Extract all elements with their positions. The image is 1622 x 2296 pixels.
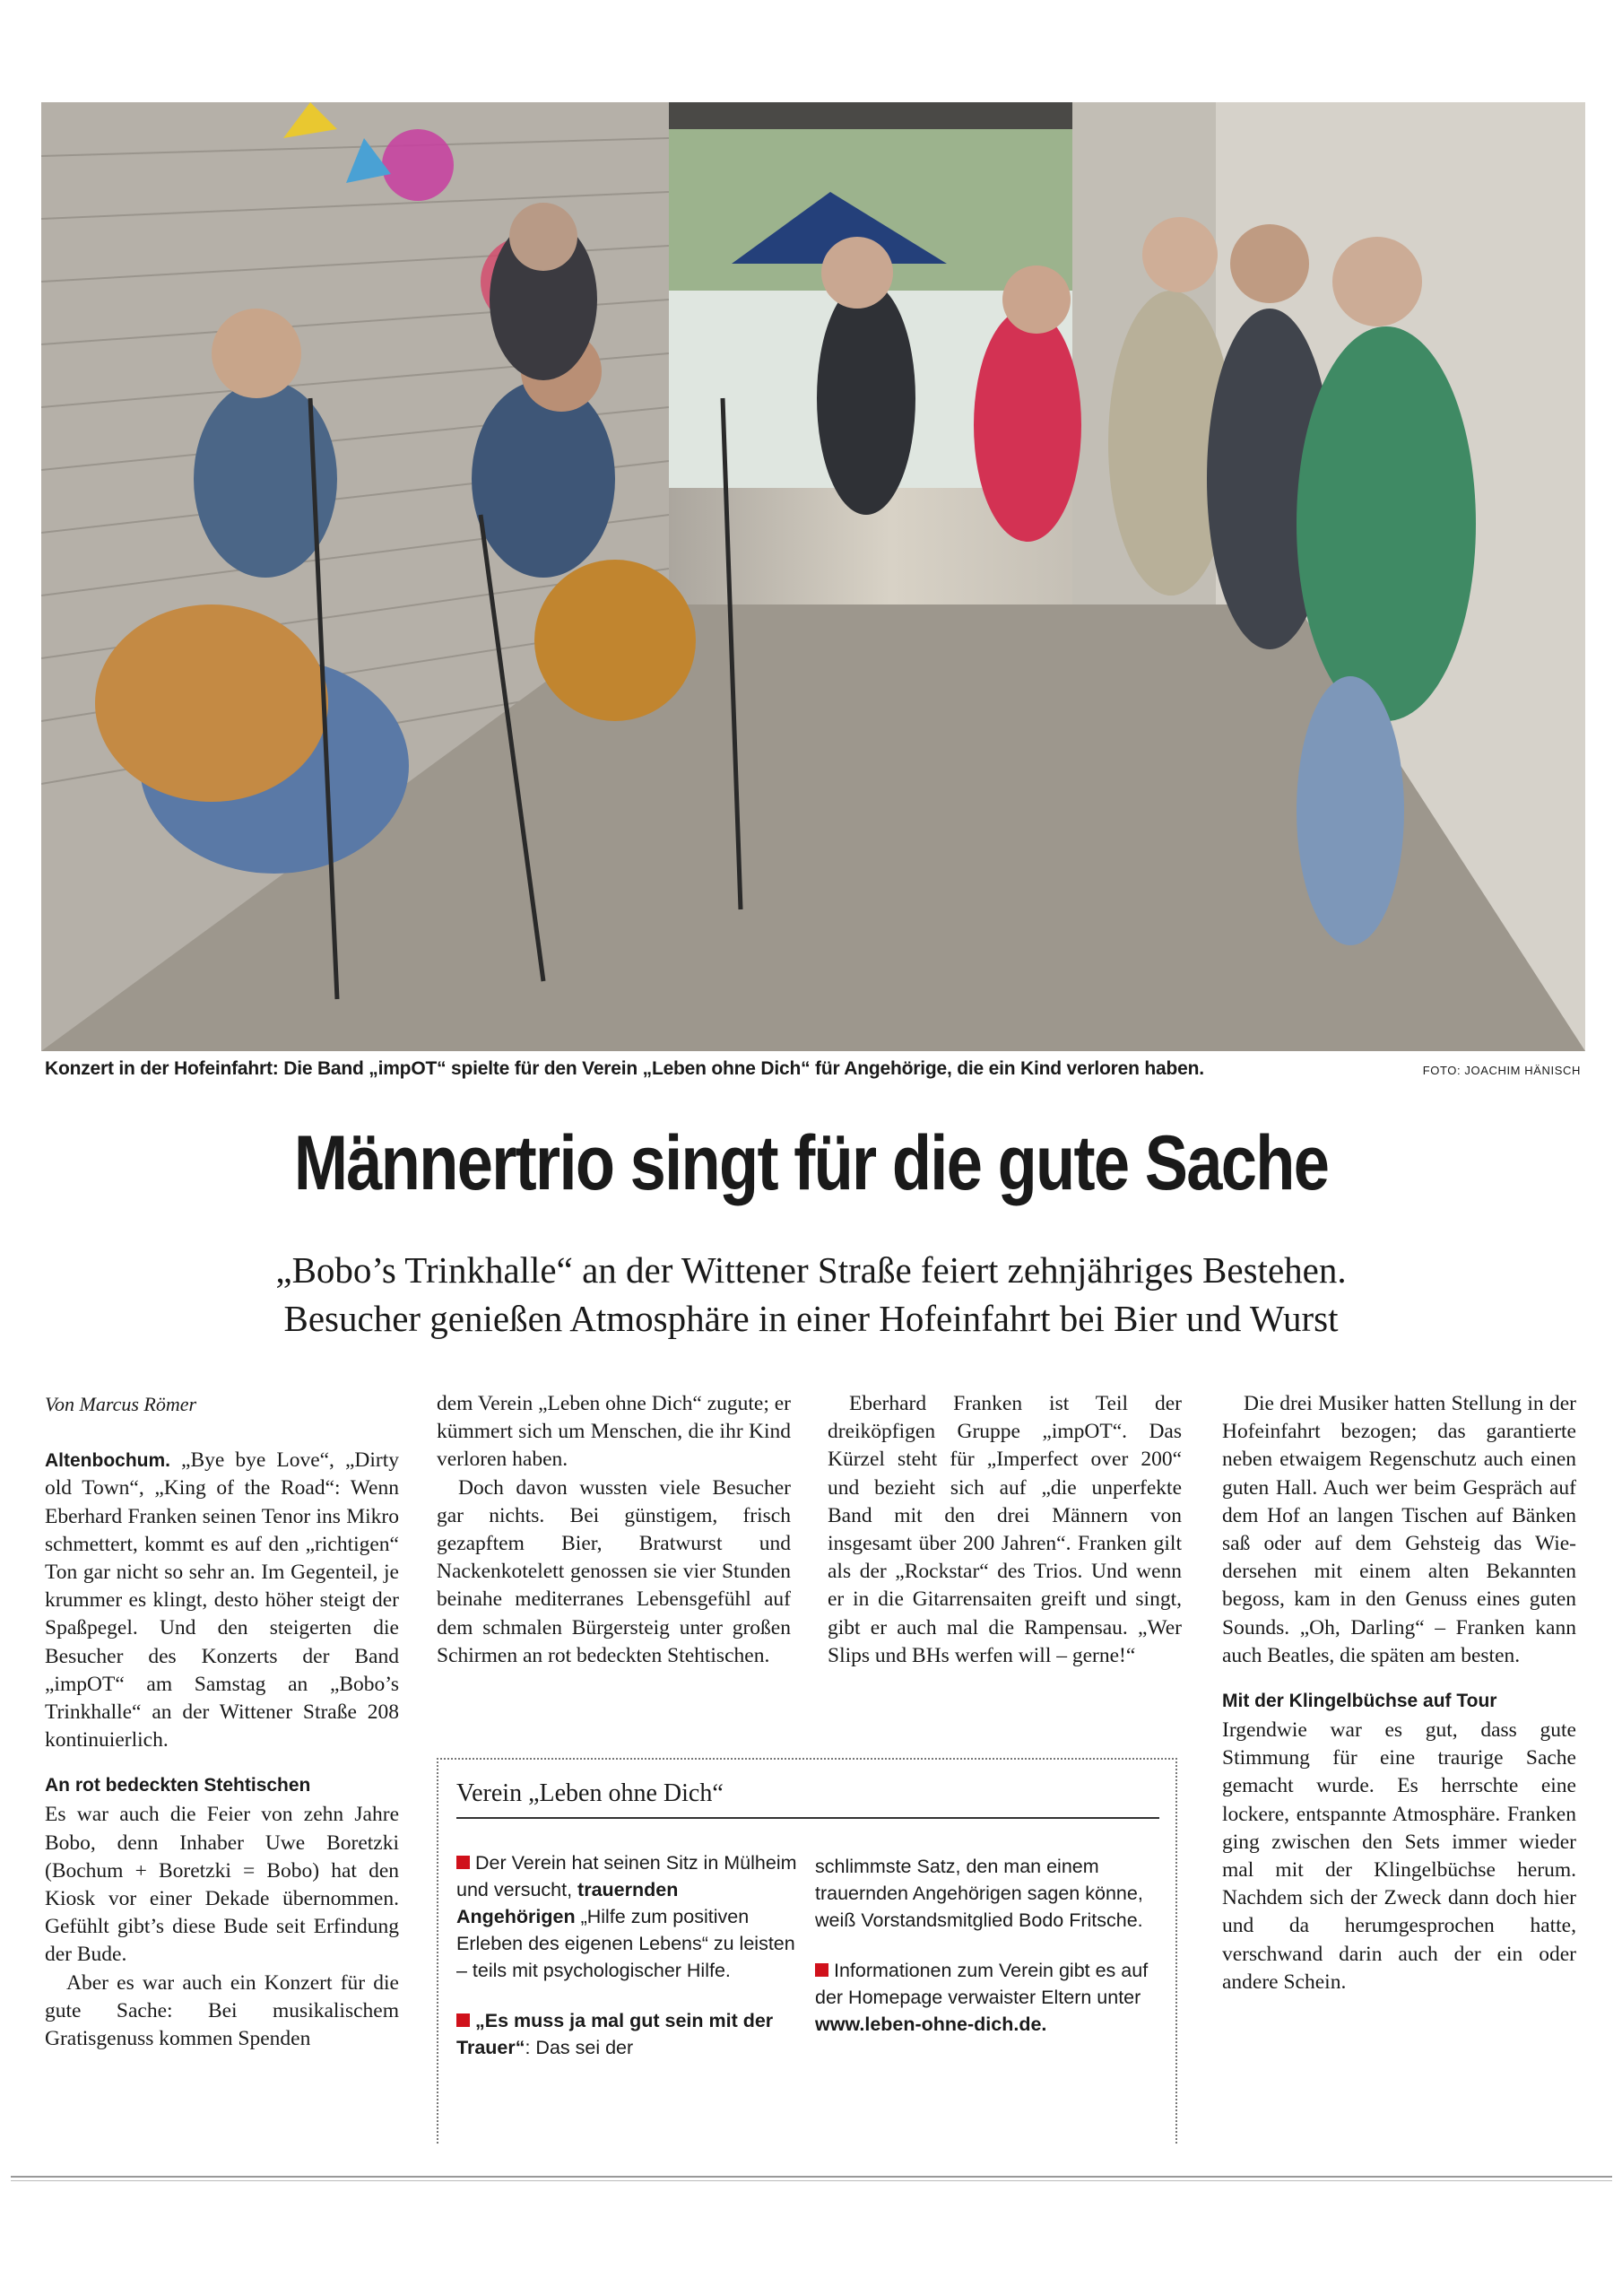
info-item [815, 1957, 1158, 2038]
info-box-title: Verein „Leben ohne Dich“ [456, 1779, 1159, 1819]
subheading: Mit der Klingelbüchse auf Tour [1222, 1691, 1497, 1712]
info-box-column-2 [815, 1853, 1158, 2061]
article-paragraph [45, 1447, 399, 1754]
paragraph-text: „Bye bye Love“, „Dirty old Town“, „King of the Road“: Wenn Eberhard Franken seinen Tenor ins Mikro schmettert, kommt es auf den „richtigen“ Ton gar nicht so sehr an. Im Gegenteil, je krummer es klingt, desto höher steigt der Spaßpegel. Und den steigerten die Besucher des Konzerts der Band „impOT“ am Samstag an „Bobo’s Trinkhalle“ an der Wittener Straße 208 kontinuierlich. [45, 1448, 399, 1752]
info-box [437, 1758, 1177, 2144]
article-paragraph: Die drei Musiker hatten Stellung in der Hofeinfahrt bezogen; das garantierte neben etwaigem Regenschutz auch einen guten Hall. Auch wer beim Gespräch auf dem Hof an langen Tischen auf Bänken saß oder auf dem Gehsteig das Wiedersehen mit einem alten Bekannten begoss, kam in den Genuss eines guten Sounds. „Oh, Darling“ – Franken kann auch Beatles, die späten am besten. [1222, 1392, 1576, 1667]
info-text-bold: trauernden Angehörigen [456, 1879, 679, 1927]
article-column-2 [437, 1390, 791, 1670]
red-square-bullet-icon [456, 2013, 470, 2027]
info-item: schlimmste Satz, den man einem trauernden Angehörigen sagen könne, weiß Vorstandsmitglied Bodo Fritsche. [815, 1856, 1143, 1931]
info-text: Der Verein hat seinen Sitz in Mülheim und versucht, [456, 1852, 797, 1900]
subheadline-line-1: „Bobo’s Trinkhalle“ an der Wittener Straße feiert zehnjähriges Bestehen. [275, 1249, 1347, 1291]
photo-caption: Konzert in der Hofeinfahrt: Die Band „impOT“ spielte für den Verein „Leben ohne Dich“ für Angehörige, die ein Kind verloren haben. [45, 1058, 1204, 1079]
article-paragraph: Irgendwie war es gut, dass gute Stimmung für eine traurige Sache gemacht wurde. Es herrschte eine lockere, entspannte Atmosphäre. Franken ging zwischen den Sets immer wieder mal mit der Klingelbüchse herum. Nachdem sich der Zweck dann doch hier und da herumgesprochen hatte, verschwand darin auch der ein oder andere Schein. [1222, 1718, 1576, 1994]
info-item [456, 1849, 799, 1984]
article-paragraph: Eberhard Franken ist Teil der dreiköpfigen Gruppe „impOT“. Das Kürzel steht für „Imperfect over 200“ und bezieht sich auf „die unperfekte Band mit den drei Männern von insgesamt über 200 Jahren“. Franken gilt als der „Rockstar“ des Trios. Und wenn er in die Gitarrensaiten greift und singt, gibt er auch mal die Rampensau. „Wer Slips und BHs werfen will – gerne!“ [828, 1392, 1182, 1667]
info-text: Informationen zum Verein gibt es auf der Homepage verwaister Eltern unter [815, 1960, 1149, 2008]
info-box-column-1 [456, 1849, 799, 2084]
page-bottom-rule-thin [11, 2180, 1612, 2181]
article-paragraph: Es war auch die Feier von zehn Jahre Bobo, denn Inhaber Uwe Boretzki (Bochum + Boretzki = Bobo) hat den Kiosk vor einer Dekade übernommen. Gefühlt gibt’s diese Bude seit Erfindung der Bude. [45, 1803, 399, 1967]
article-paragraph: Aber es war auch ein Konzert für die gute Sache: Bei musikalischem Gratisgenuss kommen Spenden [45, 1970, 399, 2051]
concert-photo [41, 102, 1585, 1051]
article-paragraph: Doch davon wussten viele Besucher gar nichts. Bei günstigem, frisch gezapftem Bier, Bratwurst und Nackenkotelett genossen sie vier Stunden beinahe mediterranes Lebensgefühl auf dem schmalen Bürgersteig unter großen Schirmen an rot bedeckten Stehtischen. [437, 1475, 791, 1667]
article-column-4 [1222, 1390, 1576, 1996]
website-link[interactable]: www.leben-ohne-dich.de. [815, 2013, 1047, 2035]
concert-photo-image [41, 102, 1585, 1051]
red-square-bullet-icon [815, 1963, 828, 1977]
subheadline-line-2: Besucher genießen Atmosphäre in einer Hofeinfahrt bei Bier und Wurst [283, 1298, 1339, 1339]
info-text-bold: „Es muss ja mal gut sein mit der Trauer“ [456, 2010, 774, 2058]
article-paragraph: dem Verein „Leben ohne Dich“ zugute; er kümmert sich um Menschen, die ihr Kind verloren haben. [437, 1392, 791, 1472]
article-column-3 [828, 1390, 1182, 1670]
subheading: An rot bedeckten Stehtischen [45, 1775, 311, 1796]
info-text: „Hilfe zum positiven Erleben des eigenen Lebens“ zu leisten – teils mit psychologischer Hilfe. [456, 1906, 795, 1981]
page-bottom-rule [11, 2176, 1612, 2178]
photo-credit: FOTO: JOACHIM HÄNISCH [1422, 1064, 1581, 1077]
headline: Männertrio singt für die gute Sache [293, 1120, 1329, 1206]
info-item [456, 2007, 799, 2061]
red-square-bullet-icon [456, 1856, 470, 1869]
info-text: : Das sei der [525, 2037, 634, 2058]
article-column-1 [45, 1390, 399, 2053]
dateline: Altenbochum. [45, 1450, 170, 1472]
author-byline: Von Marcus Römer [45, 1393, 197, 1415]
